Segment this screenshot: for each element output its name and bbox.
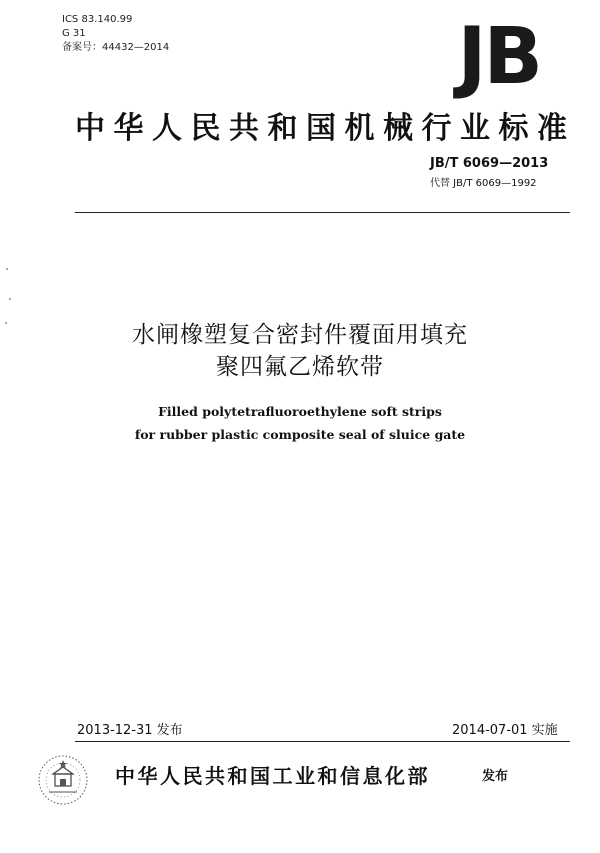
bottom-divider — [75, 741, 570, 742]
record-number: 备案号：44432—2014 — [62, 42, 170, 53]
english-title-line-1: Filled polytetrafluoroethylene soft strips — [158, 404, 442, 419]
english-title-line-2: for rubber plastic composite seal of sluice gate — [134, 427, 466, 442]
standard-number: JB/T 6069—2013 — [430, 156, 549, 171]
chinese-title-line-2: 聚四氟乙烯软带 — [216, 354, 384, 380]
top-divider — [75, 212, 570, 213]
scan-speck — [9, 298, 11, 300]
chinese-title-line-1: 水闸橡塑复合密封件覆面用填充 — [132, 322, 468, 348]
issue-date: 2013-12-31 发布 — [77, 723, 183, 738]
ics-code: ICS 83.140.99 — [62, 14, 133, 25]
replaces-standard: 代替 JB/T 6069—1992 — [430, 178, 537, 189]
issue-label: 发布 — [482, 769, 509, 784]
jb-logo: JB — [457, 12, 540, 102]
issuing-ministry: 中华人民共和国工业和信息化部 — [115, 764, 430, 788]
scan-speck — [6, 268, 8, 270]
implementation-date: 2014-07-01 实施 — [452, 723, 558, 738]
ministry-emblem-icon — [35, 752, 91, 808]
ccs-code: G 31 — [62, 28, 86, 39]
scan-speck — [5, 322, 7, 324]
standard-category-title: 中华人民共和国机械行业标准 — [75, 111, 576, 146]
